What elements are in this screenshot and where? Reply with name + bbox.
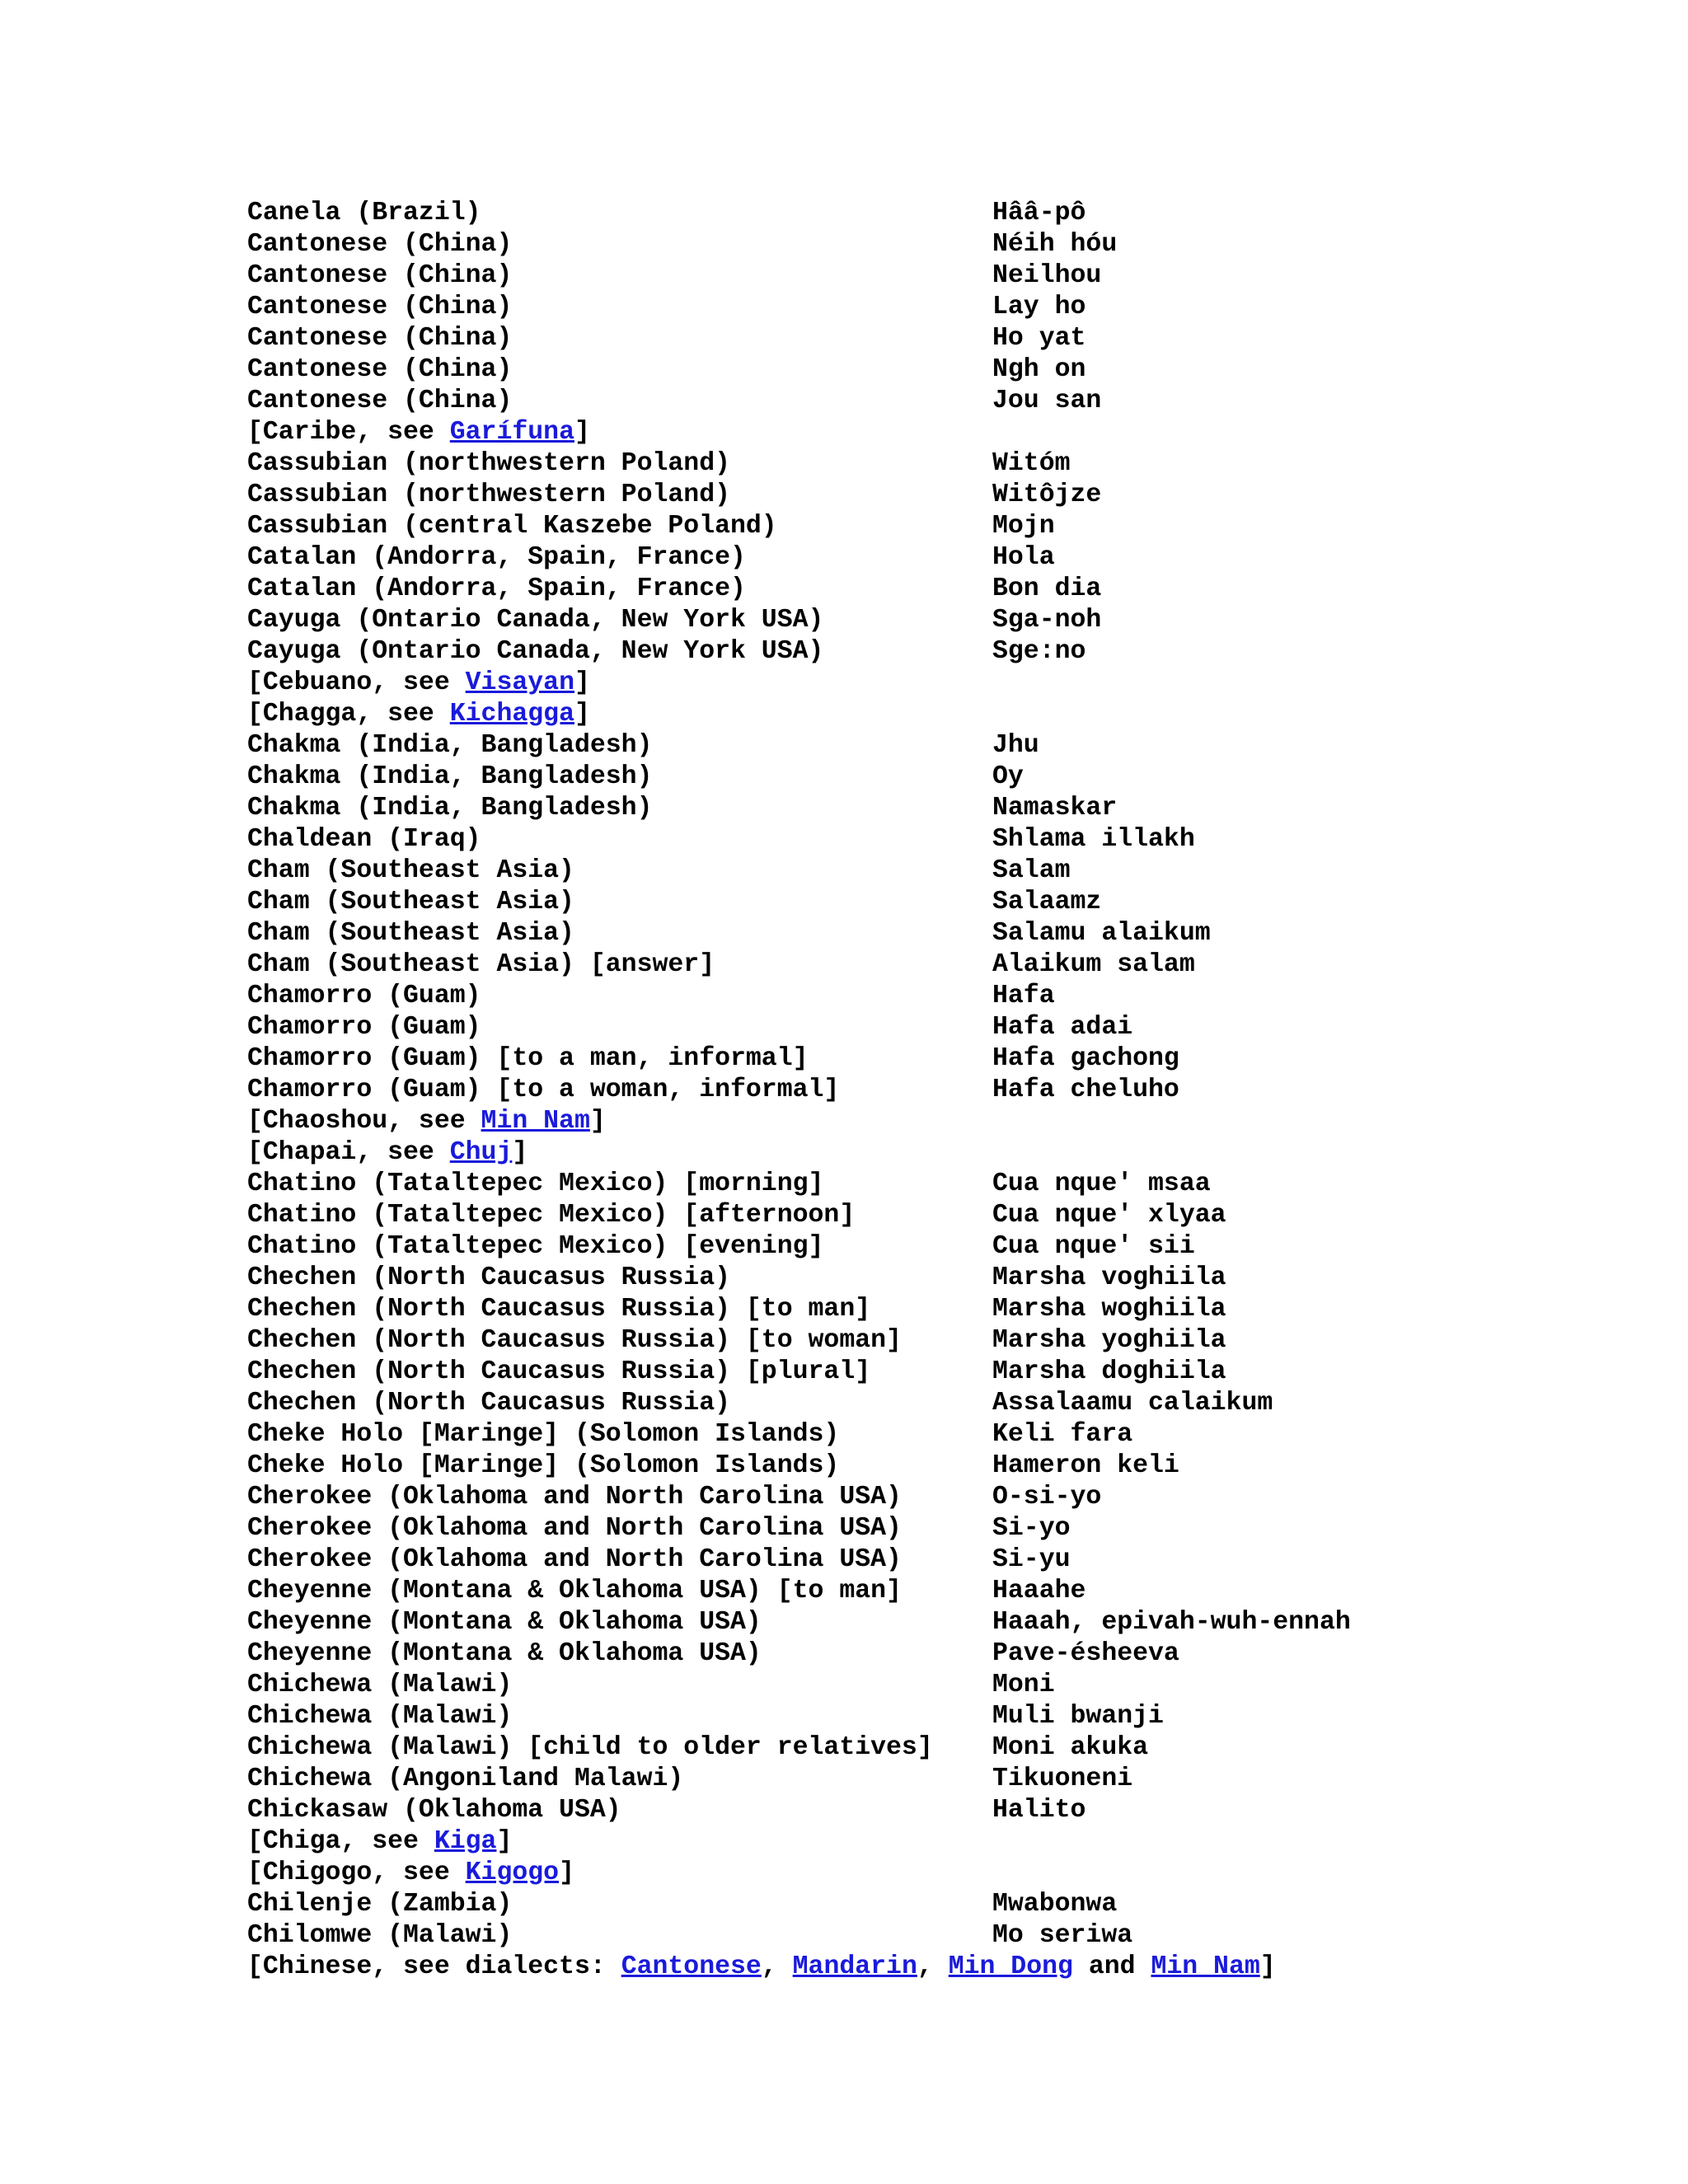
greeting-text: Mo seriwa: [992, 1921, 1133, 1950]
language-link[interactable]: Mandarin: [792, 1952, 917, 1981]
language-name: Chechen (North Caucasus Russia) [to woman]: [247, 1326, 902, 1355]
greeting-text: Haaah, epivah-wuh-ennah: [992, 1608, 1351, 1637]
cross-reference: [247, 699, 590, 730]
greeting-text: Oy: [992, 762, 1024, 791]
greeting-text: Sga-noh: [992, 606, 1102, 635]
cross-reference-row: [247, 1952, 1648, 1983]
entry-row: [247, 855, 1648, 887]
greeting-text: Ngh on: [992, 355, 1086, 384]
entry-row: [247, 574, 1648, 605]
cross-reference-row: [247, 1106, 1648, 1137]
greeting-text: Lay ho: [992, 293, 1086, 321]
language-name: Cherokee (Oklahoma and North Carolina USA): [247, 1545, 902, 1574]
language-link[interactable]: Min Nam: [1151, 1952, 1260, 1981]
language-name: Chatino (Tataltepec Mexico) [evening]: [247, 1232, 824, 1261]
entry-row: [247, 1075, 1648, 1106]
greeting-text: Salaamz: [992, 888, 1102, 916]
greeting-text: Alaikum salam: [992, 950, 1195, 979]
greeting-text: Bon dia: [992, 574, 1102, 603]
entry-row: [247, 448, 1648, 480]
language-name: Chichewa (Malawi) [child to older relatives]: [247, 1733, 933, 1762]
language-name: Cheyenne (Montana & Oklahoma USA): [247, 1608, 762, 1637]
greeting-text: Salam: [992, 856, 1071, 885]
greeting-text: Cua nque' sii: [992, 1232, 1195, 1261]
greeting-text: Hameron keli: [992, 1451, 1179, 1480]
language-link[interactable]: Chuj: [449, 1138, 513, 1167]
greeting-text: Hola: [992, 543, 1055, 572]
entry-row: [247, 762, 1648, 793]
entry-row: [247, 730, 1648, 762]
entry-row: [247, 918, 1648, 949]
language-name: Chamorro (Guam): [247, 982, 481, 1010]
entry-row: [247, 793, 1648, 824]
entry-row: [247, 1419, 1648, 1451]
entry-row: [247, 1231, 1648, 1263]
language-name: Cassubian (central Kaszebe Poland): [247, 512, 777, 541]
language-name: Chakma (India, Bangladesh): [247, 794, 653, 823]
cross-reference: [247, 1952, 1276, 1983]
greeting-text: Hââ-pô: [992, 199, 1086, 227]
cross-reference-text: [Chagga, see: [247, 700, 450, 729]
language-name: Cantonese (China): [247, 355, 513, 384]
greeting-text: Ho yat: [992, 324, 1086, 353]
greetings-list: [247, 198, 1648, 1983]
entry-row: [247, 1043, 1648, 1075]
language-link[interactable]: Kiga: [434, 1827, 497, 1856]
language-name: Chechen (North Caucasus Russia): [247, 1389, 730, 1418]
entry-row: [247, 1451, 1648, 1482]
language-name: Cantonese (China): [247, 324, 513, 353]
entry-row: [247, 354, 1648, 386]
cross-reference-text: [Chinese, see dialects:: [247, 1952, 621, 1981]
language-name: Chickasaw (Oklahoma USA): [247, 1796, 621, 1825]
entry-row: [247, 824, 1648, 855]
entry-row: [247, 1325, 1648, 1357]
greeting-text: Salamu alaikum: [992, 919, 1211, 948]
language-name: Cherokee (Oklahoma and North Carolina USA): [247, 1483, 902, 1511]
entry-row: [247, 542, 1648, 574]
language-name: Chechen (North Caucasus Russia) [plural]: [247, 1357, 871, 1386]
greeting-text: Hafa cheluho: [992, 1076, 1179, 1104]
cross-reference-text: ]: [574, 668, 590, 697]
cross-reference-text: [Chiga, see: [247, 1827, 434, 1856]
language-name: Catalan (Andorra, Spain, France): [247, 543, 746, 572]
greeting-text: Halito: [992, 1796, 1086, 1825]
entry-row: [247, 198, 1648, 229]
cross-reference-text: ,: [917, 1952, 949, 1981]
greeting-text: Moni akuka: [992, 1733, 1149, 1762]
greeting-text: Néih hóu: [992, 230, 1118, 259]
cross-reference-text: and: [1072, 1952, 1151, 1981]
language-name: Chechen (North Caucasus Russia) [to man]: [247, 1295, 871, 1324]
greeting-text: Marsha doghiila: [992, 1357, 1226, 1386]
entry-row: [247, 260, 1648, 292]
language-name: Cayuga (Ontario Canada, New York USA): [247, 606, 824, 635]
entry-row: [247, 1482, 1648, 1513]
greeting-text: Si-yu: [992, 1545, 1071, 1574]
language-name: Chatino (Tataltepec Mexico) [afternoon]: [247, 1201, 856, 1230]
language-name: Chechen (North Caucasus Russia): [247, 1263, 730, 1292]
language-name: Cheyenne (Montana & Oklahoma USA): [247, 1639, 762, 1668]
language-link[interactable]: Garífuna: [449, 418, 574, 447]
language-name: Cheke Holo [Maringe] (Solomon Islands): [247, 1420, 840, 1449]
entry-row: [247, 1576, 1648, 1607]
entry-row: [247, 1670, 1648, 1701]
cross-reference-row: [247, 1858, 1648, 1889]
language-link[interactable]: Min Nam: [481, 1107, 590, 1136]
cross-reference-text: [Cebuano, see: [247, 668, 466, 697]
language-name: Cheke Holo [Maringe] (Solomon Islands): [247, 1451, 840, 1480]
entry-row: [247, 636, 1648, 668]
entry-row: [247, 1889, 1648, 1920]
entry-row: [247, 1012, 1648, 1043]
language-name: Cantonese (China): [247, 261, 513, 290]
cross-reference-text: ]: [512, 1138, 528, 1167]
entry-row: [247, 292, 1648, 323]
entry-row: [247, 1357, 1648, 1388]
language-name: Cassubian (northwestern Poland): [247, 480, 730, 509]
greeting-text: Cua nque' xlyaa: [992, 1201, 1226, 1230]
cross-reference: [247, 1137, 528, 1169]
entry-row: [247, 1764, 1648, 1795]
greeting-text: Mojn: [992, 512, 1055, 541]
entry-row: [247, 605, 1648, 636]
language-link[interactable]: Kigogo: [465, 1858, 560, 1887]
entry-row: [247, 1263, 1648, 1294]
cross-reference-text: [Chaoshou, see: [247, 1107, 481, 1136]
cross-reference-text: [Chapai, see: [247, 1138, 450, 1167]
entry-row: [247, 511, 1648, 542]
language-name: Cham (Southeast Asia) [answer]: [247, 950, 715, 979]
greeting-text: Witóm: [992, 449, 1071, 478]
cross-reference: [247, 1106, 606, 1137]
greeting-text: Mwabonwa: [992, 1890, 1118, 1919]
entry-row: [247, 981, 1648, 1012]
entry-row: [247, 323, 1648, 354]
cross-reference-text: ]: [589, 1107, 606, 1136]
language-name: Chichewa (Malawi): [247, 1671, 513, 1699]
cross-reference-text: [Caribe, see: [247, 418, 450, 447]
language-name: Chichewa (Malawi): [247, 1702, 513, 1731]
entry-row: [247, 229, 1648, 260]
language-name: Cham (Southeast Asia): [247, 888, 574, 916]
language-name: Chaldean (Iraq): [247, 825, 481, 854]
language-name: Cantonese (China): [247, 387, 513, 415]
language-name: Catalan (Andorra, Spain, France): [247, 574, 746, 603]
greeting-text: Tikuoneni: [992, 1765, 1133, 1793]
cross-reference: [247, 1826, 512, 1858]
greeting-text: Jou san: [992, 387, 1102, 415]
entry-row: [247, 1638, 1648, 1670]
language-link[interactable]: Cantonese: [621, 1952, 762, 1981]
entry-row: [247, 1544, 1648, 1576]
cross-reference-text: ]: [574, 418, 590, 447]
language-name: Cantonese (China): [247, 293, 513, 321]
greeting-text: Si-yo: [992, 1514, 1071, 1543]
entry-row: [247, 1701, 1648, 1732]
language-link[interactable]: Visayan: [465, 668, 574, 697]
cross-reference-text: ]: [496, 1827, 513, 1856]
entry-row: [247, 1732, 1648, 1764]
cross-reference: [247, 668, 590, 699]
greeting-text: Muli bwanji: [992, 1702, 1164, 1731]
entry-row: [247, 1388, 1648, 1419]
entry-row: [247, 1513, 1648, 1544]
entry-row: [247, 1920, 1648, 1952]
entry-row: [247, 1795, 1648, 1826]
cross-reference-text: ]: [559, 1858, 574, 1887]
entry-row: [247, 1607, 1648, 1638]
language-name: Cassubian (northwestern Poland): [247, 449, 730, 478]
language-name: Chakma (India, Bangladesh): [247, 762, 653, 791]
entry-row: [247, 1200, 1648, 1231]
entry-row: [247, 480, 1648, 511]
cross-reference-text: [Chigogo, see: [247, 1858, 466, 1887]
language-name: Cantonese (China): [247, 230, 513, 259]
language-name: Chichewa (Angoniland Malawi): [247, 1765, 684, 1793]
entry-row: [247, 887, 1648, 918]
greeting-text: Witôjze: [992, 480, 1102, 509]
greeting-text: Haaahe: [992, 1577, 1086, 1605]
greeting-text: Hafa: [992, 982, 1055, 1010]
language-name: Chamorro (Guam) [to a woman, informal]: [247, 1076, 840, 1104]
entry-row: [247, 1169, 1648, 1200]
language-name: Chamorro (Guam): [247, 1013, 481, 1042]
cross-reference-row: [247, 1826, 1648, 1858]
cross-reference-row: [247, 668, 1648, 699]
cross-reference-row: [247, 1137, 1648, 1169]
greeting-text: Jhu: [992, 731, 1039, 760]
greeting-text: Cua nque' msaa: [992, 1169, 1211, 1198]
cross-reference-text: ,: [761, 1952, 793, 1981]
greeting-text: Neilhou: [992, 261, 1102, 290]
language-name: Canela (Brazil): [247, 199, 481, 227]
cross-reference: [247, 417, 590, 448]
language-name: Cayuga (Ontario Canada, New York USA): [247, 637, 824, 666]
greeting-text: Hafa gachong: [992, 1044, 1179, 1073]
greeting-text: O-si-yo: [992, 1483, 1102, 1511]
language-name: Cherokee (Oklahoma and North Carolina USA): [247, 1514, 902, 1543]
entry-row: [247, 1294, 1648, 1325]
cross-reference-row: [247, 699, 1648, 730]
greeting-text: Namaskar: [992, 794, 1118, 823]
greeting-text: Assalaamu calaikum: [992, 1389, 1273, 1418]
greeting-text: Marsha voghiila: [992, 1263, 1226, 1292]
greeting-text: Shlama illakh: [992, 825, 1195, 854]
language-name: Chatino (Tataltepec Mexico) [morning]: [247, 1169, 824, 1198]
language-name: Cheyenne (Montana & Oklahoma USA) [to man]: [247, 1577, 902, 1605]
greeting-text: Moni: [992, 1671, 1055, 1699]
cross-reference-text: ]: [1259, 1952, 1276, 1981]
greeting-text: Marsha woghiila: [992, 1295, 1226, 1324]
language-name: Cham (Southeast Asia): [247, 919, 574, 948]
greeting-text: Pave-ésheeva: [992, 1639, 1179, 1668]
greeting-text: Marsha yoghiila: [992, 1326, 1226, 1355]
language-link[interactable]: Min Dong: [948, 1952, 1073, 1981]
greeting-text: Keli fara: [992, 1420, 1133, 1449]
cross-reference: [247, 1858, 574, 1889]
language-name: Chakma (India, Bangladesh): [247, 731, 653, 760]
greeting-text: Hafa adai: [992, 1013, 1133, 1042]
entry-row: [247, 386, 1648, 417]
language-name: Chamorro (Guam) [to a man, informal]: [247, 1044, 809, 1073]
language-name: Chilomwe (Malawi): [247, 1921, 513, 1950]
greeting-text: Sge:no: [992, 637, 1086, 666]
cross-reference-row: [247, 417, 1648, 448]
entry-row: [247, 949, 1648, 981]
language-link[interactable]: Kichagga: [449, 700, 574, 729]
cross-reference-text: ]: [574, 700, 590, 729]
language-name: Cham (Southeast Asia): [247, 856, 574, 885]
language-name: Chilenje (Zambia): [247, 1890, 513, 1919]
